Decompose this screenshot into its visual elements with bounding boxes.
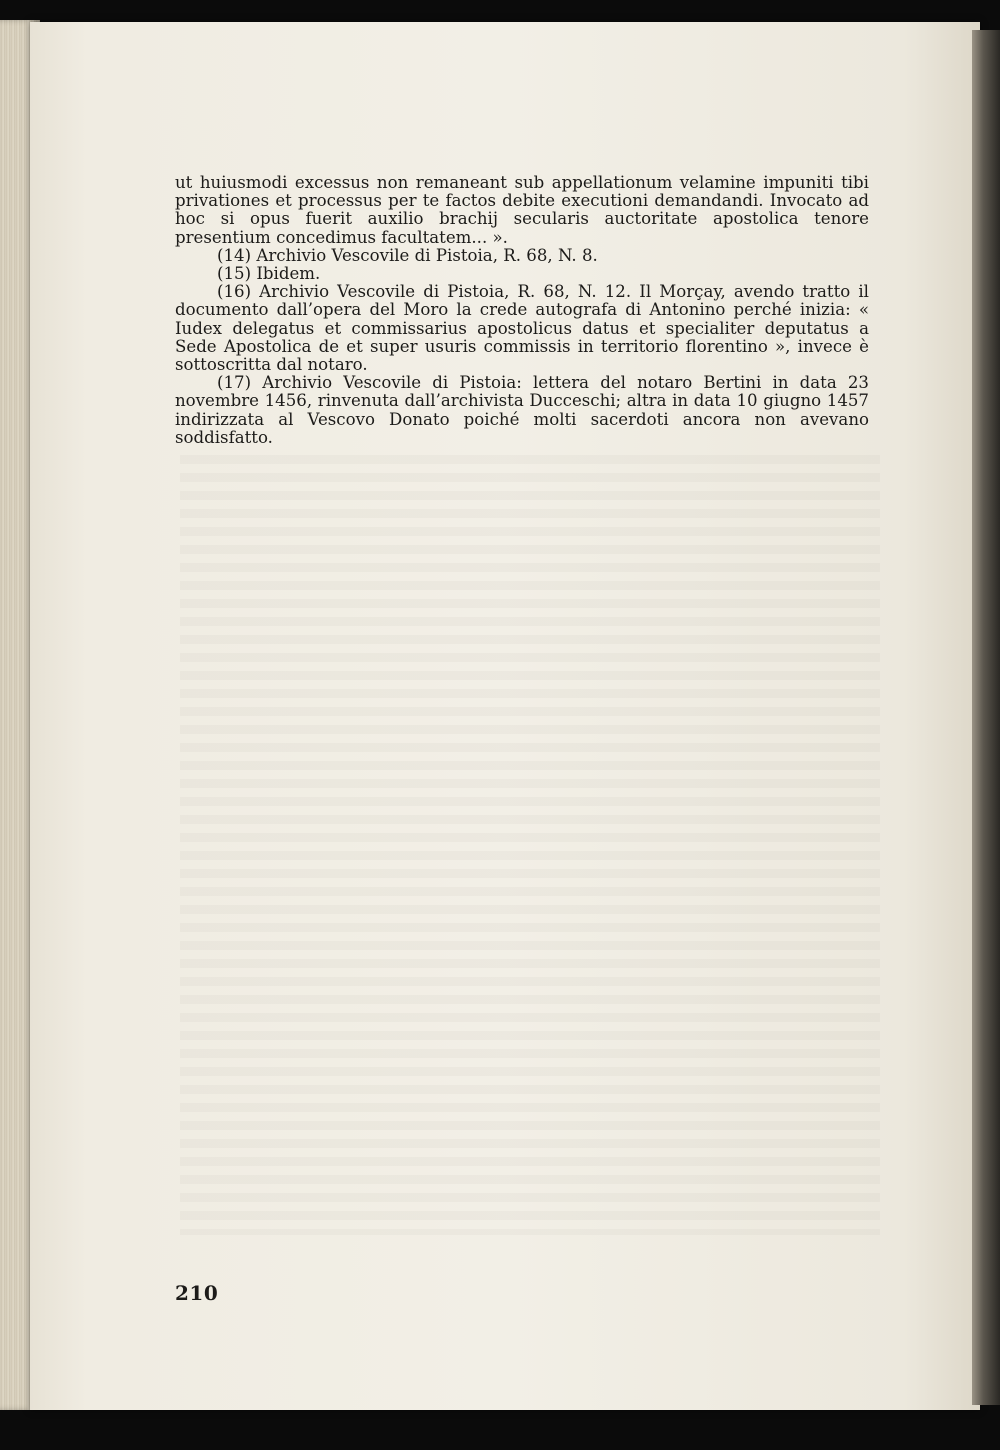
footnote-16: (16) Archivio Vescovile di Pistoia, R. 68, N. 12. Il Morçay, avendo tratto il documento dall’opera del Moro la crede autografa di Antonino perché inizia: « Iudex delegatus et commissarius apostolicus datus et specialiter deputatus a Sede Apostolica de et super usuris commissis in territorio florentino », invece è sottoscritta dal notaro. <box>175 282 869 375</box>
page-number: 210 <box>175 1281 219 1305</box>
page-right-shadow <box>972 30 1000 1405</box>
show-through-text <box>180 455 880 1235</box>
footnote-continuation: ut huiusmodi excessus non remaneant sub appellationum velamine impuniti tibi privationes et processus per te factos debite executioni demandandi. Invocato ad hoc si opus fuerit auxilio brachij secularis auctoritate apostolica tenore presentium concedimus facultatem... ». <box>175 173 869 247</box>
footnotes-block <box>175 174 869 447</box>
footnote-15: (15) Ibidem. <box>217 264 321 284</box>
footnote-17: (17) Archivio Vescovile di Pistoia: lettera del notaro Bertini in data 23 novembre 1456, rinvenuta dall’archivista Ducceschi; altra in data 10 giugno 1457 indirizzata al Vescovo Donato poiché molti sacerdoti ancora non avevano soddisfatto. <box>175 373 869 447</box>
footnote-14: (14) Archivio Vescovile di Pistoia, R. 68, N. 8. <box>217 245 598 265</box>
